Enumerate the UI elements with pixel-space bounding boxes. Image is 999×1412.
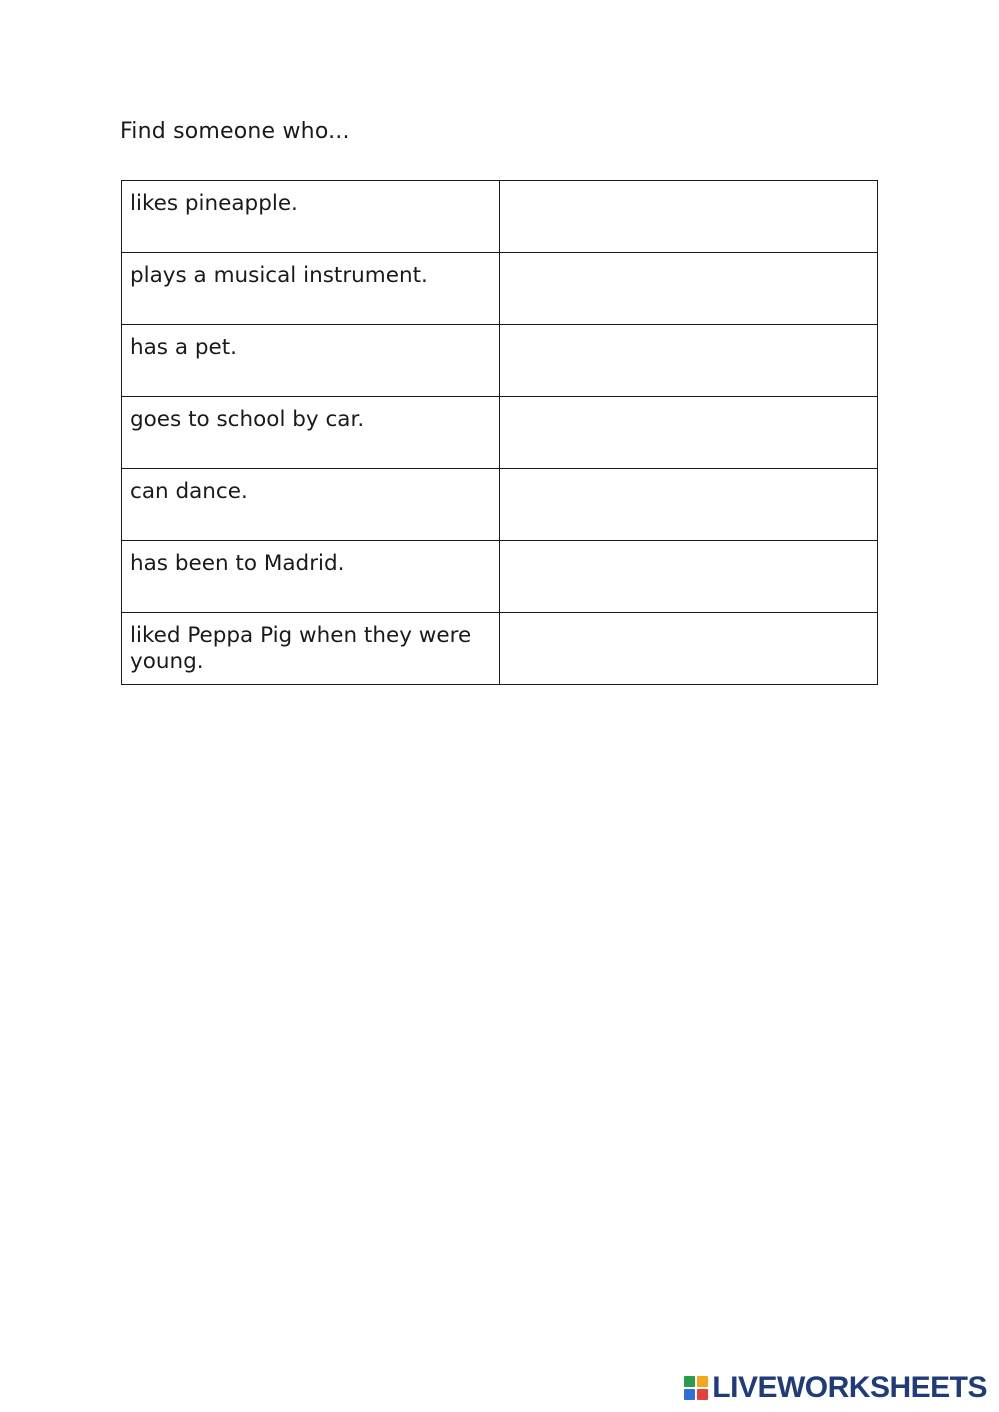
prompt-cell: has been to Madrid. — [122, 541, 500, 613]
answer-input[interactable] — [508, 545, 869, 605]
logo-square — [684, 1376, 695, 1387]
table-row — [122, 181, 878, 253]
answer-input[interactable] — [508, 185, 869, 245]
answer-cell — [500, 325, 878, 397]
prompt-cell: has a pet. — [122, 325, 500, 397]
prompt-cell: liked Peppa Pig when they were young. — [122, 613, 500, 685]
answer-cell — [500, 469, 878, 541]
liveworksheets-logo-icon — [684, 1376, 708, 1400]
table-row — [122, 541, 878, 613]
table-row — [122, 613, 878, 685]
answer-cell — [500, 541, 878, 613]
answer-input[interactable] — [508, 473, 869, 533]
answer-input[interactable] — [508, 401, 869, 461]
answer-cell — [500, 253, 878, 325]
answer-input[interactable] — [508, 329, 869, 389]
logo-square — [697, 1376, 708, 1387]
table-row — [122, 397, 878, 469]
prompt-cell: plays a musical instrument. — [122, 253, 500, 325]
brand-name: LIVEWORKSHEETS — [712, 1371, 987, 1404]
prompt-cell: can dance. — [122, 469, 500, 541]
logo-square — [684, 1389, 695, 1400]
table-row — [122, 469, 878, 541]
find-someone-table — [121, 180, 878, 685]
answer-input[interactable] — [508, 257, 869, 317]
answer-input[interactable] — [508, 617, 869, 677]
liveworksheets-brand — [684, 1372, 987, 1404]
table-row — [122, 253, 878, 325]
answer-cell — [500, 397, 878, 469]
answer-cell — [500, 613, 878, 685]
prompt-cell: likes pineapple. — [122, 181, 500, 253]
answer-cell — [500, 181, 878, 253]
logo-square — [697, 1389, 708, 1400]
prompt-cell: goes to school by car. — [122, 397, 500, 469]
worksheet-heading: Find someone who... — [120, 119, 350, 144]
table-row — [122, 325, 878, 397]
